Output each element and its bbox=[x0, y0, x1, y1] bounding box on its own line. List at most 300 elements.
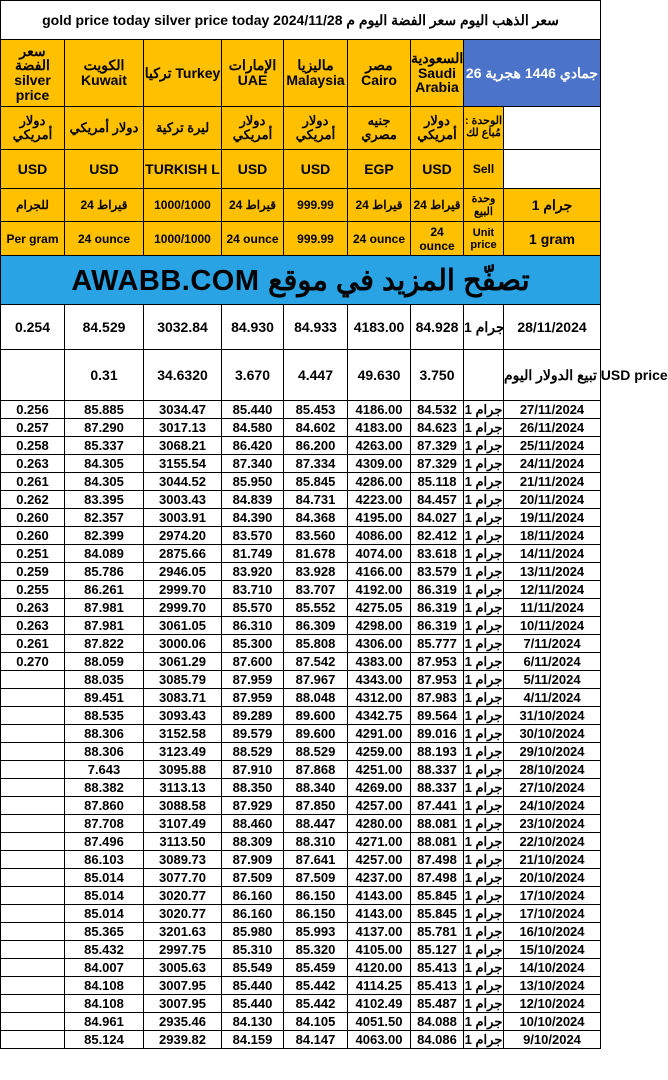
cell-silver: 0.255 bbox=[1, 581, 65, 599]
cell-cairo: 4251.00 bbox=[348, 761, 411, 779]
cell-unit: 1 جرام bbox=[464, 528, 503, 543]
cell-date: 7/11/2024 bbox=[504, 635, 601, 653]
cell-turkey: 2939.82 bbox=[144, 1031, 222, 1049]
cell-kuwait: 87.981 bbox=[65, 599, 144, 617]
table-row bbox=[1, 581, 601, 599]
blank-cell bbox=[504, 150, 601, 189]
cell-cairo: 4257.00 bbox=[348, 851, 411, 869]
cell-malaysia: 85.442 bbox=[284, 977, 348, 995]
cell-unit: 1 جرام bbox=[464, 762, 503, 777]
usd-date: تبيع الدولار اليوم USD price bbox=[504, 350, 601, 401]
cell-uae: 87.910 bbox=[222, 761, 284, 779]
cell-unit: 1 جرام bbox=[464, 780, 503, 795]
cell-turkey: 3068.21 bbox=[144, 437, 222, 455]
cell-unit: 1 جرام bbox=[464, 618, 503, 633]
table-row bbox=[1, 671, 601, 689]
cell-saudi: 87.329 bbox=[411, 455, 464, 473]
sell-label: Sell bbox=[464, 150, 504, 189]
cell-malaysia: 89.600 bbox=[284, 707, 348, 725]
cell-turkey: 2997.75 bbox=[144, 941, 222, 959]
cell-uae: 84.390 bbox=[222, 509, 284, 527]
cell-silver: 0.251 bbox=[1, 545, 65, 563]
usd-saudi: 3.750 bbox=[411, 350, 464, 401]
cell-saudi: 84.457 bbox=[411, 491, 464, 509]
hijri-date: 26 جمادي 1446 هجرية bbox=[464, 40, 601, 107]
table-row bbox=[1, 635, 601, 653]
cell-cairo: 4223.00 bbox=[348, 491, 411, 509]
cell-saudi: 84.928 bbox=[411, 305, 464, 350]
cell-uae: 86.160 bbox=[222, 905, 284, 923]
cell-silver bbox=[1, 779, 65, 797]
cell-malaysia: 88.529 bbox=[284, 743, 348, 761]
cell-uae: 89.289 bbox=[222, 707, 284, 725]
cell-kuwait: 85.365 bbox=[65, 923, 144, 941]
cell-unit: 1 جرام bbox=[464, 402, 503, 417]
table-row bbox=[1, 797, 601, 815]
cell-uae: 85.549 bbox=[222, 959, 284, 977]
cell-kuwait: 84.305 bbox=[65, 473, 144, 491]
cell-date: 14/10/2024 bbox=[504, 959, 601, 977]
weight-gram-ar: 1 جرام bbox=[504, 189, 601, 222]
cell-turkey: 3017.13 bbox=[144, 419, 222, 437]
cell-uae: 81.749 bbox=[222, 545, 284, 563]
table-row bbox=[1, 401, 601, 419]
cell-cairo: 4263.00 bbox=[348, 437, 411, 455]
cell-cairo: 4166.00 bbox=[348, 563, 411, 581]
cell-date: 12/10/2024 bbox=[504, 995, 601, 1013]
cell-kuwait: 84.961 bbox=[65, 1013, 144, 1031]
cell-malaysia: 87.868 bbox=[284, 761, 348, 779]
cell-kuwait: 82.399 bbox=[65, 527, 144, 545]
cell-saudi: 89.564 bbox=[411, 707, 464, 725]
cell-unit: 1 جرام bbox=[464, 888, 503, 903]
cell-kuwait: 84.305 bbox=[65, 455, 144, 473]
cell-cairo: 4192.00 bbox=[348, 581, 411, 599]
cell-turkey: 3113.50 bbox=[144, 833, 222, 851]
weight-turkey-ar: 1000/1000 bbox=[144, 189, 222, 222]
cell-cairo: 4237.00 bbox=[348, 869, 411, 887]
cell-date: 9/10/2024 bbox=[504, 1031, 601, 1049]
cell-kuwait: 88.382 bbox=[65, 779, 144, 797]
table-row bbox=[1, 779, 601, 797]
usd-uae: 3.670 bbox=[222, 350, 284, 401]
cell-date: 29/10/2024 bbox=[504, 743, 601, 761]
table-row bbox=[1, 653, 601, 671]
weight-turkey-en: 1000/1000 bbox=[144, 222, 222, 256]
cell-malaysia: 85.808 bbox=[284, 635, 348, 653]
cell-saudi: 86.319 bbox=[411, 599, 464, 617]
cell-date: 17/10/2024 bbox=[504, 905, 601, 923]
cell-turkey: 3007.95 bbox=[144, 977, 222, 995]
cell-turkey: 3095.88 bbox=[144, 761, 222, 779]
unit-turkey: ليرة تركية bbox=[144, 107, 222, 150]
cell-unit: 1 جرام bbox=[464, 942, 503, 957]
table-row bbox=[1, 869, 601, 887]
cell-saudi: 87.498 bbox=[411, 851, 464, 869]
cell-cairo: 4343.00 bbox=[348, 671, 411, 689]
cell-cairo: 4183.00 bbox=[348, 419, 411, 437]
table-row bbox=[1, 707, 601, 725]
cell-uae: 86.160 bbox=[222, 887, 284, 905]
cell-date: 27/11/2024 bbox=[504, 401, 601, 419]
cell-date: 24/11/2024 bbox=[504, 455, 601, 473]
sale-unit-ar: وحدة البيع bbox=[464, 189, 504, 222]
cell-cairo: 4342.75 bbox=[348, 707, 411, 725]
cell-uae: 87.340 bbox=[222, 455, 284, 473]
cell-date: 21/10/2024 bbox=[504, 851, 601, 869]
cell-malaysia: 85.442 bbox=[284, 995, 348, 1013]
cell-kuwait: 85.786 bbox=[65, 563, 144, 581]
cell-cairo: 4309.00 bbox=[348, 455, 411, 473]
cell-malaysia: 84.602 bbox=[284, 419, 348, 437]
usd-silver bbox=[1, 350, 65, 401]
cell-date: 5/11/2024 bbox=[504, 671, 601, 689]
cell-uae: 85.440 bbox=[222, 995, 284, 1013]
cell-unit: 1 جرام bbox=[464, 924, 503, 939]
cell-date: 27/10/2024 bbox=[504, 779, 601, 797]
cell-unit: 1 جرام bbox=[464, 852, 503, 867]
cell-uae: 87.959 bbox=[222, 689, 284, 707]
cell-date: 28/11/2024 bbox=[504, 305, 601, 350]
cell-cairo: 4286.00 bbox=[348, 473, 411, 491]
cell-saudi: 85.413 bbox=[411, 959, 464, 977]
cell-kuwait: 85.014 bbox=[65, 905, 144, 923]
cell-silver bbox=[1, 743, 65, 761]
cell-silver bbox=[1, 977, 65, 995]
weight-saudi-ar: 24 قيراط bbox=[411, 189, 464, 222]
cell-date: 20/11/2024 bbox=[504, 491, 601, 509]
usd-turkey: 34.6320 bbox=[144, 350, 222, 401]
cell-malaysia: 86.150 bbox=[284, 905, 348, 923]
cell-cairo: 4105.00 bbox=[348, 941, 411, 959]
cell-unit: 1 جرام bbox=[464, 726, 503, 741]
currency-malaysia: USD bbox=[284, 150, 348, 189]
cell-unit: 1 جرام bbox=[464, 996, 503, 1011]
cell-malaysia: 87.509 bbox=[284, 869, 348, 887]
cell-date: 14/11/2024 bbox=[504, 545, 601, 563]
page-title: gold price today silver price today 2024/11/28 سعر الذهب اليوم سعر الفضة اليوم م bbox=[1, 1, 601, 40]
table-row bbox=[1, 1031, 601, 1049]
table-row bbox=[1, 761, 601, 779]
cell-silver: 0.257 bbox=[1, 419, 65, 437]
cell-kuwait: 88.535 bbox=[65, 707, 144, 725]
cell-unit: 1 جرام bbox=[464, 438, 503, 453]
cell-malaysia: 89.600 bbox=[284, 725, 348, 743]
cell-turkey: 2946.05 bbox=[144, 563, 222, 581]
cell-turkey: 3113.13 bbox=[144, 779, 222, 797]
cell-cairo: 4063.00 bbox=[348, 1031, 411, 1049]
table-row bbox=[1, 455, 601, 473]
unit-price-label: Unit price bbox=[464, 222, 504, 256]
cell-kuwait: 88.059 bbox=[65, 653, 144, 671]
cell-uae: 83.570 bbox=[222, 527, 284, 545]
cell-saudi: 85.777 bbox=[411, 635, 464, 653]
table-row bbox=[1, 599, 601, 617]
weight-uae-en: 24 ounce bbox=[222, 222, 284, 256]
cell-cairo: 4143.00 bbox=[348, 905, 411, 923]
cell-silver bbox=[1, 923, 65, 941]
cell-kuwait: 88.035 bbox=[65, 671, 144, 689]
cell-turkey: 3085.79 bbox=[144, 671, 222, 689]
cell-silver: 0.258 bbox=[1, 437, 65, 455]
table-row bbox=[1, 527, 601, 545]
cell-uae: 87.959 bbox=[222, 671, 284, 689]
cell-unit: 1 جرام bbox=[464, 960, 503, 975]
cell-turkey: 3123.49 bbox=[144, 743, 222, 761]
cell-kuwait: 85.885 bbox=[65, 401, 144, 419]
cell-turkey: 3000.06 bbox=[144, 635, 222, 653]
cell-uae: 87.509 bbox=[222, 869, 284, 887]
table-row bbox=[1, 419, 601, 437]
cell-kuwait: 83.395 bbox=[65, 491, 144, 509]
cell-malaysia: 85.845 bbox=[284, 473, 348, 491]
table-row bbox=[1, 563, 601, 581]
cell-saudi: 84.532 bbox=[411, 401, 464, 419]
cell-silver bbox=[1, 797, 65, 815]
cell-silver: 0.262 bbox=[1, 491, 65, 509]
cell-turkey: 3003.91 bbox=[144, 509, 222, 527]
cell-uae: 85.310 bbox=[222, 941, 284, 959]
cell-saudi: 86.319 bbox=[411, 617, 464, 635]
cell-uae: 84.580 bbox=[222, 419, 284, 437]
cell-cairo: 4257.00 bbox=[348, 797, 411, 815]
table-row bbox=[1, 437, 601, 455]
cell-silver bbox=[1, 689, 65, 707]
usd-malaysia: 4.447 bbox=[284, 350, 348, 401]
cell-saudi: 87.953 bbox=[411, 653, 464, 671]
cell-saudi: 88.337 bbox=[411, 779, 464, 797]
cell-saudi: 85.118 bbox=[411, 473, 464, 491]
usd-kuwait: 0.31 bbox=[65, 350, 144, 401]
cell-date: 18/11/2024 bbox=[504, 527, 601, 545]
cell-turkey: 2935.46 bbox=[144, 1013, 222, 1031]
unit-sold-label: الوحدة : مُباع لك bbox=[464, 107, 504, 150]
cell-silver: 0.259 bbox=[1, 563, 65, 581]
banner-text: AWABB.COM تصفّح المزيد في موقع bbox=[71, 264, 530, 297]
cell-turkey: 3152.58 bbox=[144, 725, 222, 743]
usd-rate-row bbox=[1, 350, 601, 401]
cell-silver bbox=[1, 671, 65, 689]
cell-cairo: 4312.00 bbox=[348, 689, 411, 707]
cell-silver: 0.254 bbox=[1, 305, 65, 350]
cell-date: 17/10/2024 bbox=[504, 887, 601, 905]
cell-uae: 84.930 bbox=[222, 305, 284, 350]
cell-date: 26/11/2024 bbox=[504, 419, 601, 437]
cell-saudi: 87.441 bbox=[411, 797, 464, 815]
cell-uae: 85.950 bbox=[222, 473, 284, 491]
cell-uae: 86.420 bbox=[222, 437, 284, 455]
weight-kuwait-ar: 24 قيراط bbox=[65, 189, 144, 222]
cell-kuwait: 87.981 bbox=[65, 617, 144, 635]
cell-saudi: 88.081 bbox=[411, 815, 464, 833]
cell-kuwait: 89.451 bbox=[65, 689, 144, 707]
cell-turkey: 3155.54 bbox=[144, 455, 222, 473]
cell-saudi: 84.027 bbox=[411, 509, 464, 527]
cell-silver: 0.263 bbox=[1, 455, 65, 473]
header-malaysia: ماليزيا Malaysia bbox=[284, 40, 348, 107]
cell-malaysia: 88.447 bbox=[284, 815, 348, 833]
cell-turkey: 3093.43 bbox=[144, 707, 222, 725]
cell-date: 12/11/2024 bbox=[504, 581, 601, 599]
cell-cairo: 4120.00 bbox=[348, 959, 411, 977]
cell-unit: 1 جرام bbox=[464, 744, 503, 759]
cell-malaysia: 88.340 bbox=[284, 779, 348, 797]
cell-cairo: 4195.00 bbox=[348, 509, 411, 527]
cell-unit: 1 جرام bbox=[464, 1032, 503, 1047]
cell-unit: 1 جرام bbox=[464, 1014, 503, 1029]
cell-kuwait: 85.014 bbox=[65, 869, 144, 887]
cell-malaysia: 85.320 bbox=[284, 941, 348, 959]
cell-cairo: 4269.00 bbox=[348, 779, 411, 797]
site-banner[interactable] bbox=[1, 256, 601, 305]
cell-kuwait: 87.290 bbox=[65, 419, 144, 437]
header-turkey: تركيا Turkey bbox=[144, 40, 222, 107]
cell-cairo: 4291.00 bbox=[348, 725, 411, 743]
cell-saudi: 87.983 bbox=[411, 689, 464, 707]
cell-unit: 1 جرام bbox=[464, 798, 503, 813]
cell-saudi: 88.337 bbox=[411, 761, 464, 779]
cell-kuwait: 88.306 bbox=[65, 743, 144, 761]
cell-cairo: 4074.00 bbox=[348, 545, 411, 563]
table-row bbox=[1, 689, 601, 707]
cell-cairo: 4275.05 bbox=[348, 599, 411, 617]
table-row bbox=[1, 977, 601, 995]
today-row bbox=[1, 305, 601, 350]
cell-silver bbox=[1, 869, 65, 887]
header-kuwait: الكويت Kuwait bbox=[65, 40, 144, 107]
cell-uae: 85.440 bbox=[222, 977, 284, 995]
cell-malaysia: 83.928 bbox=[284, 563, 348, 581]
cell-silver: 0.260 bbox=[1, 509, 65, 527]
cell-turkey: 2875.66 bbox=[144, 545, 222, 563]
cell-silver bbox=[1, 887, 65, 905]
cell-cairo: 4102.49 bbox=[348, 995, 411, 1013]
cell-silver bbox=[1, 905, 65, 923]
cell-silver bbox=[1, 959, 65, 977]
unit-kuwait: دولار أمريكي bbox=[65, 107, 144, 150]
cell-date: 15/10/2024 bbox=[504, 941, 601, 959]
cell-unit: 1 جرام bbox=[464, 636, 503, 651]
cell-turkey: 3107.49 bbox=[144, 815, 222, 833]
cell-uae: 85.300 bbox=[222, 635, 284, 653]
cell-date: 23/10/2024 bbox=[504, 815, 601, 833]
cell-uae: 84.839 bbox=[222, 491, 284, 509]
cell-unit: 1 جرام bbox=[464, 456, 503, 471]
cell-kuwait: 87.822 bbox=[65, 635, 144, 653]
cell-kuwait: 84.089 bbox=[65, 545, 144, 563]
cell-cairo: 4280.00 bbox=[348, 815, 411, 833]
weight-saudi-en: 24 ounce bbox=[411, 222, 464, 256]
cell-cairo: 4143.00 bbox=[348, 887, 411, 905]
cell-malaysia: 88.310 bbox=[284, 833, 348, 851]
cell-unit: 1 جرام bbox=[464, 474, 503, 489]
cell-uae: 87.929 bbox=[222, 797, 284, 815]
cell-cairo: 4051.50 bbox=[348, 1013, 411, 1031]
cell-cairo: 4183.00 bbox=[348, 305, 411, 350]
weight-uae-ar: 24 قيراط bbox=[222, 189, 284, 222]
table-row bbox=[1, 815, 601, 833]
cell-uae: 84.130 bbox=[222, 1013, 284, 1031]
cell-turkey: 3003.43 bbox=[144, 491, 222, 509]
cell-uae: 85.980 bbox=[222, 923, 284, 941]
cell-turkey: 3020.77 bbox=[144, 905, 222, 923]
table-row bbox=[1, 509, 601, 527]
unit-malaysia: دولار أمريكي bbox=[284, 107, 348, 150]
cell-date: 19/11/2024 bbox=[504, 509, 601, 527]
cell-turkey: 3088.58 bbox=[144, 797, 222, 815]
cell-turkey: 3061.05 bbox=[144, 617, 222, 635]
cell-date: 16/10/2024 bbox=[504, 923, 601, 941]
table-row bbox=[1, 833, 601, 851]
cell-uae: 88.350 bbox=[222, 779, 284, 797]
cell-turkey: 3083.71 bbox=[144, 689, 222, 707]
cell-cairo: 4306.00 bbox=[348, 635, 411, 653]
table-row bbox=[1, 617, 601, 635]
cell-malaysia: 87.967 bbox=[284, 671, 348, 689]
currency-turkey: TURKISH L bbox=[144, 150, 222, 189]
cell-kuwait: 87.708 bbox=[65, 815, 144, 833]
cell-cairo: 4259.00 bbox=[348, 743, 411, 761]
cell-malaysia: 84.368 bbox=[284, 509, 348, 527]
table-row bbox=[1, 887, 601, 905]
header-silver: سعر الفضة silver price bbox=[1, 40, 65, 107]
cell-date: 21/11/2024 bbox=[504, 473, 601, 491]
weight-kuwait-en: 24 ounce bbox=[65, 222, 144, 256]
cell-malaysia: 86.200 bbox=[284, 437, 348, 455]
cell-silver bbox=[1, 941, 65, 959]
header-cairo: مصر Cairo bbox=[348, 40, 411, 107]
cell-silver bbox=[1, 995, 65, 1013]
cell-turkey: 3089.73 bbox=[144, 851, 222, 869]
cell-malaysia: 87.542 bbox=[284, 653, 348, 671]
cell-uae: 88.309 bbox=[222, 833, 284, 851]
currency-cairo: EGP bbox=[348, 150, 411, 189]
cell-saudi: 89.016 bbox=[411, 725, 464, 743]
cell-kuwait: 85.337 bbox=[65, 437, 144, 455]
usd-unit bbox=[464, 350, 504, 401]
weight-malaysia-en: 999.99 bbox=[284, 222, 348, 256]
weight-silver-ar: للجرام bbox=[1, 189, 65, 222]
cell-unit: 1 جرام bbox=[464, 600, 503, 615]
cell-turkey: 3061.29 bbox=[144, 653, 222, 671]
cell-uae: 88.529 bbox=[222, 743, 284, 761]
cell-date: 13/10/2024 bbox=[504, 977, 601, 995]
cell-malaysia: 84.105 bbox=[284, 1013, 348, 1031]
cell-kuwait: 85.432 bbox=[65, 941, 144, 959]
cell-unit: 1 جرام bbox=[464, 546, 503, 561]
currency-kuwait: USD bbox=[65, 150, 144, 189]
table-row bbox=[1, 851, 601, 869]
cell-date: 30/10/2024 bbox=[504, 725, 601, 743]
table-row bbox=[1, 725, 601, 743]
cell-silver: 0.261 bbox=[1, 635, 65, 653]
cell-saudi: 88.081 bbox=[411, 833, 464, 851]
cell-turkey: 3201.63 bbox=[144, 923, 222, 941]
table-row bbox=[1, 545, 601, 563]
cell-date: 31/10/2024 bbox=[504, 707, 601, 725]
table-row bbox=[1, 923, 601, 941]
cell-unit: 1 جرام bbox=[464, 978, 503, 993]
cell-cairo: 4137.00 bbox=[348, 923, 411, 941]
weight-cairo-ar: 24 قيراط bbox=[348, 189, 411, 222]
cell-uae: 83.710 bbox=[222, 581, 284, 599]
cell-malaysia: 86.309 bbox=[284, 617, 348, 635]
cell-unit: 1 جرام bbox=[464, 708, 503, 723]
cell-kuwait: 86.261 bbox=[65, 581, 144, 599]
cell-unit: 1 جرام bbox=[464, 690, 503, 705]
cell-silver bbox=[1, 1031, 65, 1049]
cell-unit: 1 جرام bbox=[464, 906, 503, 921]
